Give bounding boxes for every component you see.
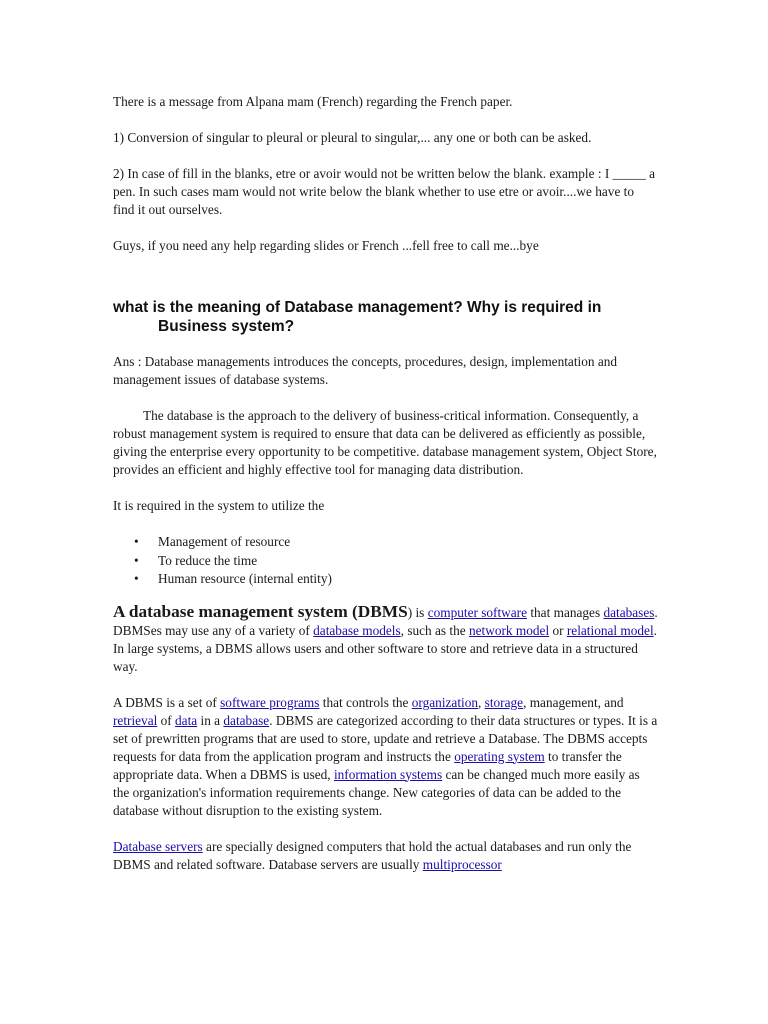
text-run: can be changed much more easily as the organization's information requirements change. New categories of data can be added to the database without disruption to the existing system.: [113, 766, 640, 818]
list-item-text: Human resource (internal entity): [158, 571, 332, 586]
link-database-models[interactable]: database models: [313, 622, 401, 638]
bullet-list: [113, 533, 658, 589]
dbms-title: A database management system (DBMS: [113, 601, 408, 621]
dbms-definition-paragraph: [113, 603, 658, 676]
text-run: . In large systems, a DBMS allows users and other software to store and retrieve data in a structured way.: [113, 622, 657, 674]
list-item: [134, 533, 658, 552]
text-run: , such as the: [400, 622, 469, 638]
answer-intro: Ans : Database managements introduces the concepts, procedures, design, implementation and management issues of database systems.: [113, 354, 618, 387]
text-run: that manages: [527, 604, 604, 620]
link-data[interactable]: data: [175, 712, 198, 728]
link-organization[interactable]: organization: [411, 694, 478, 710]
message-point-1: 1) Conversion of singular to pleural or pleural to singular,... any one or both can be asked.: [113, 130, 592, 145]
text-run: or: [549, 622, 567, 638]
list-item-text: To reduce the time: [158, 552, 258, 568]
link-database[interactable]: database: [223, 712, 270, 728]
bullet-icon: •: [134, 552, 139, 568]
database-servers-paragraph: [113, 838, 658, 874]
list-item-text: Management of resource: [158, 534, 291, 549]
text-run: to transfer the appropriate data. When a DBMS is used,: [113, 748, 622, 782]
text-run: A DBMS is a set of: [113, 694, 221, 710]
link-computer-software[interactable]: computer software: [427, 604, 528, 620]
link-operating-system[interactable]: operating system: [454, 748, 545, 764]
link-relational-model[interactable]: relational model: [566, 622, 654, 638]
link-network-model[interactable]: network model: [469, 622, 550, 638]
text-run: . DBMS are categorized according to their data structures or types. It is a set of prewritten programs that are used to store, update and retrieve a Database. The DBMS accepts requests for data from the application program and instructs the: [113, 712, 658, 764]
bullet-icon: •: [134, 534, 139, 549]
text-run: . DBMSes may use any of a variety of: [113, 604, 658, 638]
text-run: of: [157, 712, 176, 728]
message-point-2: 2) In case of fill in the blanks, etre or avoir would not be written below the blank. example : I _____ a pen. In such cases mam would not write below the blank whether to use etre or avoir....we have to find it out ourselves.: [113, 166, 656, 217]
dbms-details-paragraph: [113, 694, 658, 820]
bullet-icon: •: [134, 571, 139, 586]
link-retrieval[interactable]: retrieval: [113, 712, 158, 728]
link-information-systems[interactable]: information systems: [333, 766, 443, 782]
answer-paragraph: The database is the approach to the delivery of business-critical information. Consequently, a robust management system is required to ensure that data can be delivered as efficiently as possible, giving the enterprise every opportunity to be competitive. database management system, Object Store, provides an efficient and highly effective tool for managing data distribution.: [113, 408, 657, 477]
answer-list-lead: It is required in the system to utilize the: [113, 498, 325, 513]
link-storage[interactable]: storage: [484, 694, 524, 710]
link-multiprocessor[interactable]: multiprocessor: [422, 856, 502, 872]
text-run: ,: [478, 694, 485, 710]
message-closing: Guys, if you need any help regarding slides or French ...fell free to call me...bye: [113, 238, 539, 253]
list-item: [134, 552, 658, 571]
message-intro: There is a message from Alpana mam (French) regarding the French paper.: [113, 94, 513, 109]
link-database-servers[interactable]: Database servers: [113, 838, 203, 854]
list-item: [134, 570, 658, 589]
document-page: [113, 93, 658, 892]
link-software-programs[interactable]: software programs: [220, 694, 320, 710]
text-run: ) is: [407, 604, 428, 620]
text-run: that controls the: [319, 694, 412, 710]
text-run: are specially designed computers that hold the actual databases and run only the DBMS and related software. Database servers are usually: [113, 838, 632, 872]
question-heading: what is the meaning of Database management? Why is required in Business system?: [113, 299, 602, 335]
link-databases[interactable]: databases: [603, 604, 655, 620]
text-run: in a: [197, 712, 224, 728]
text-run: , management, and: [523, 694, 624, 710]
